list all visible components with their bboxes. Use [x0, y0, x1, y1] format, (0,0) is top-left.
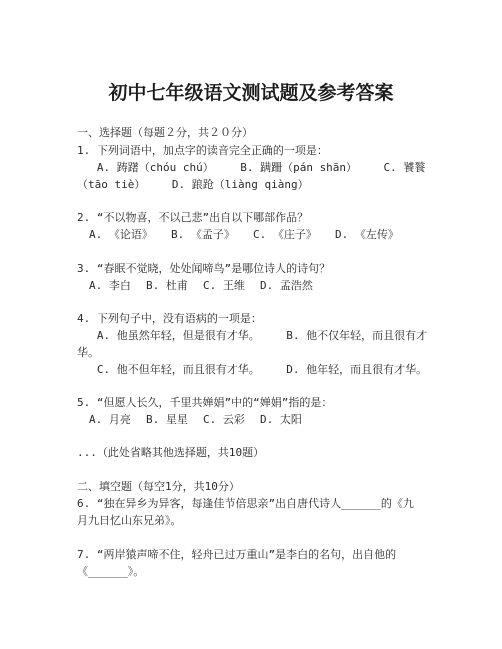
q4-options-line1: A. 他虽然年轻，但是很有才华。 B. 他不仅年轻，而且很有才: [77, 329, 428, 342]
q5-option-d: D. 太阳: [260, 413, 302, 426]
q5-option-a: A. 月亮: [89, 413, 131, 426]
q4-options-line3: C. 他不但年轻，而且很有才华。 D. 他年轻，而且很有才华。: [77, 363, 428, 376]
document-title: 初中七年级语文测试题及参考答案: [108, 82, 394, 104]
q3-options: [89, 277, 313, 293]
q6-line1: 6. “独在异乡为异客，每逢佳节倍思亲”出自唐代诗人______的《九: [77, 497, 414, 510]
q2-option-a: A. 《论语》: [89, 228, 153, 241]
q5-options: [89, 411, 302, 427]
q7-line2: 《______》。: [77, 565, 145, 578]
q3-stem: 3. “春眠不觉晓，处处闻啼鸟”是哪位诗人的诗句？: [77, 262, 331, 275]
q2-option-d: D. 《左传》: [335, 228, 399, 241]
q4-stem: 4. 下列句子中，没有语病的一项是：: [77, 312, 262, 325]
q5-stem: 5. “但愿人长久，千里共婵娟”中的“婵娟”指的是：: [77, 396, 333, 409]
q5-option-c: C. 云彩: [203, 413, 245, 426]
section1-header: 一、选择题（每题２分，共２０分）: [77, 126, 253, 139]
q3-option-d: D. 孟浩然: [260, 279, 313, 292]
q3-option-a: A. 李白: [89, 279, 131, 292]
omitted-note: ...（此处省略其他选择题，共10题）: [77, 446, 265, 459]
q2-option-b: B. 《孟子》: [171, 228, 235, 241]
q1-options-line1: A. 踌躇（chóu chú） B. 蹒跚（pán shān） C. 饕餮: [77, 161, 426, 174]
q6-line2: 月九日忆山东兄弟》。: [77, 514, 182, 527]
q1-stem: 1. 下列词语中，加点字的读音完全正确的一项是：: [77, 144, 328, 157]
section2-header: 二、填空题（每空1分，共10分）: [77, 480, 240, 493]
q4-options-line2: 华。: [77, 346, 99, 359]
q2-option-c: C. 《庄子》: [253, 228, 317, 241]
q3-option-b: B. 杜甫: [146, 279, 188, 292]
q5-option-b: B. 星星: [146, 413, 188, 426]
q7-line1: 7. “两岸猿声啼不住，轻舟已过万重山”是李白的名句，出自他的: [77, 548, 397, 561]
q2-stem: 2. “不以物喜，不以己悲”出自以下哪部作品？: [77, 211, 309, 224]
q1-options-line2: （tāo tiè） D. 踉跄（liàng qiàng）: [77, 178, 309, 191]
q2-options: [89, 226, 399, 242]
q3-option-c: C. 王维: [203, 279, 245, 292]
